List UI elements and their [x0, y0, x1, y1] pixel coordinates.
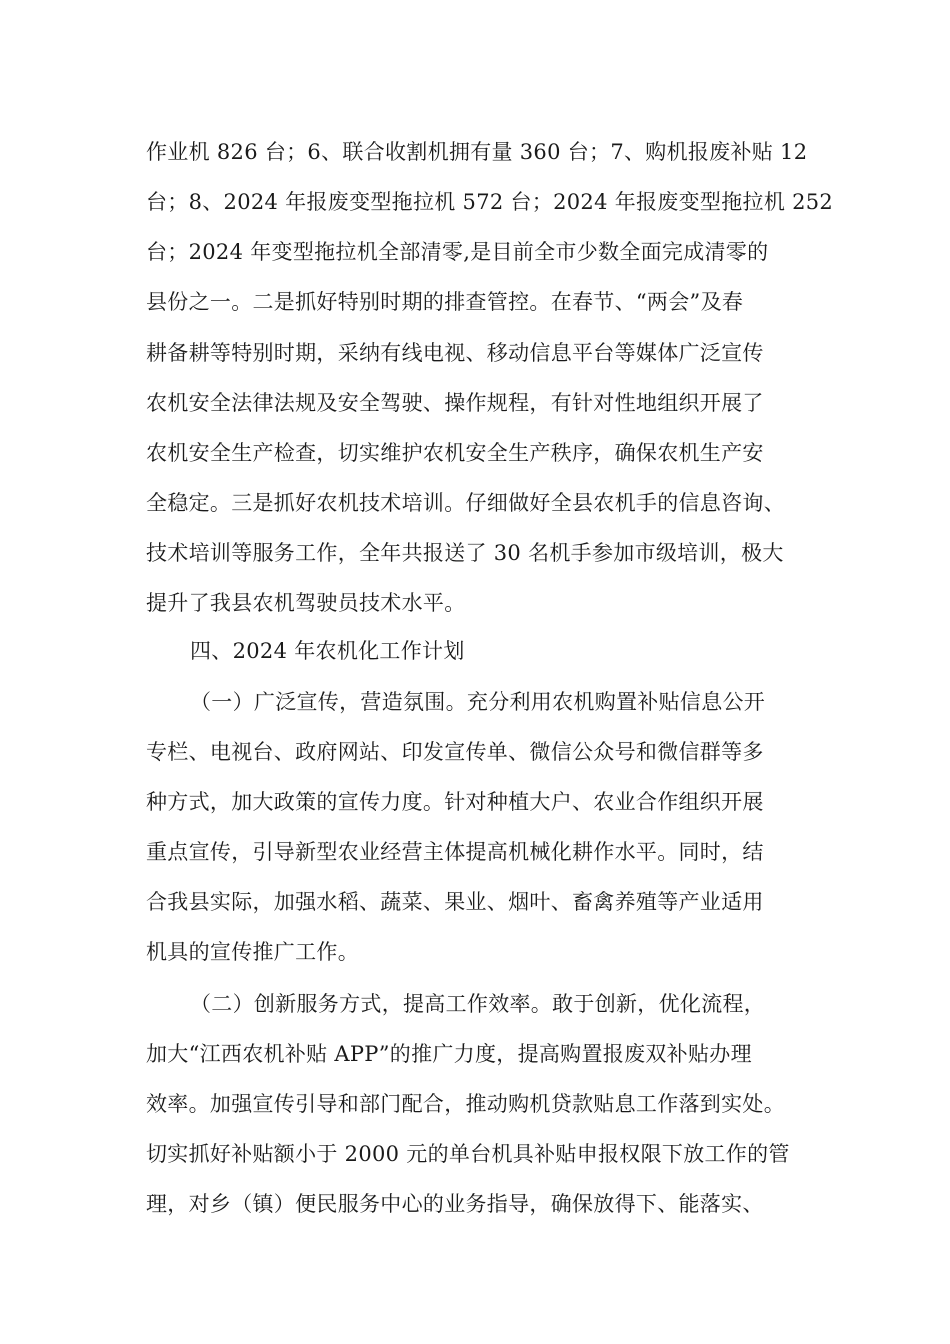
paragraph-line: 切实抓好补贴额小于 2000 元的单台机具补贴申报权限下放工作的管: [146, 1142, 790, 1166]
paragraph-line: （二）创新服务方式，提高工作效率。敢于创新，优化流程，: [190, 992, 766, 1016]
paragraph-line: 重点宣传，引导新型农业经营主体提高机械化耕作水平。同时，结: [146, 840, 764, 864]
paragraph-line: 农机安全法律法规及安全驾驶、操作规程，有针对性地组织开展了: [146, 391, 764, 415]
paragraph-line: 全稳定。三是抓好农机技术培训。仔细做好全县农机手的信息咨询、: [146, 491, 785, 515]
paragraph-line: 台；2024 年变型拖拉机全部清零,是目前全市少数全面完成清零的: [146, 240, 769, 264]
paragraph-line: 加大“江西农机补贴 APP”的推广力度，提高购置报废双补贴办理: [146, 1042, 752, 1066]
paragraph-line: 作业机 826 台；6、联合收割机拥有量 360 台；7、购机报废补贴 12: [146, 140, 808, 164]
paragraph-line: 机具的宣传推广工作。: [146, 940, 359, 964]
paragraph-line: 种方式，加大政策的宣传力度。针对种植大户、农业合作组织开展: [146, 790, 764, 814]
paragraph-line: 台；8、2024 年报废变型拖拉机 572 台；2024 年报废变型拖拉机 252: [146, 190, 834, 214]
paragraph-line: 效率。加强宣传引导和部门配合，推动购机贷款贴息工作落到实处。: [146, 1092, 785, 1116]
paragraph-line: 农机安全生产检查，切实维护农机安全生产秩序，确保农机生产安: [146, 441, 764, 465]
paragraph-line: 专栏、电视台、政府网站、印发宣传单、微信公众号和微信群等多: [146, 740, 764, 764]
paragraph-line: 提升了我县农机驾驶员技术水平。: [146, 591, 466, 615]
paragraph-line: 耕备耕等特别时期，采纳有线电视、移动信息平台等媒体广泛宣传: [146, 341, 764, 365]
section-heading: 四、2024 年农机化工作计划: [190, 639, 465, 663]
paragraph-line: 合我县实际，加强水稻、蔬菜、果业、烟叶、畜禽养殖等产业适用: [146, 890, 764, 914]
paragraph-line: （一）广泛宣传，营造氛围。充分利用农机购置补贴信息公开: [190, 690, 766, 714]
paragraph-line: 理，对乡（镇）便民服务中心的业务指导，确保放得下、能落实、: [146, 1192, 764, 1216]
paragraph-line: 县份之一。二是抓好特别时期的排查管控。在春节、“两会”及春: [146, 290, 744, 314]
paragraph-line: 技术培训等服务工作，全年共报送了 30 名机手参加市级培训，极大: [146, 541, 784, 565]
